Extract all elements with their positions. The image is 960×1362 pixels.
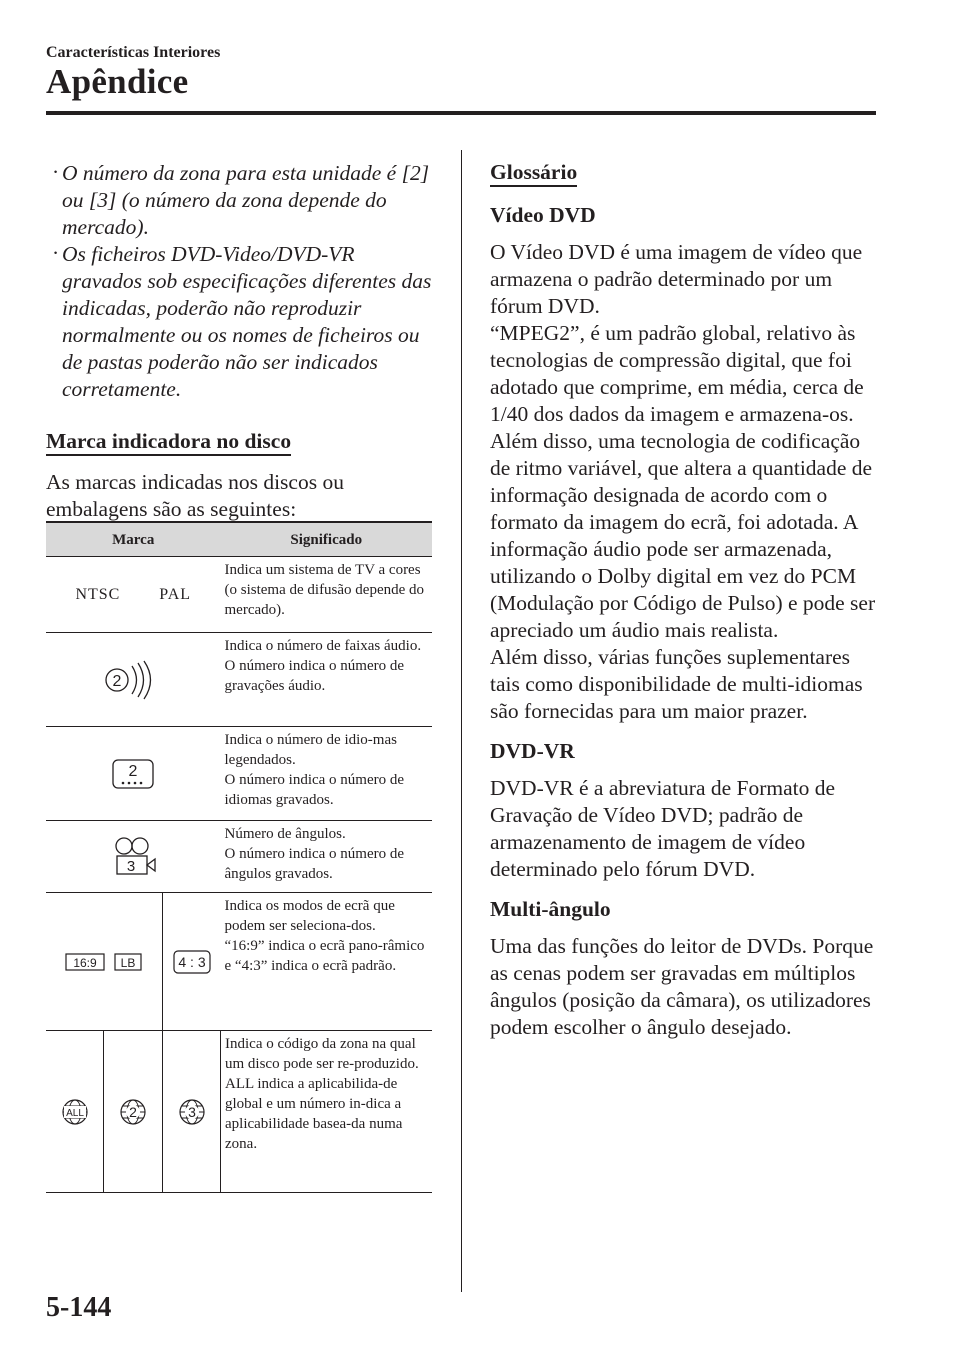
meaning-cell: Número de ângulos. O número indica o número de ângulos gravados. bbox=[221, 821, 433, 893]
term-heading: DVD-VR bbox=[490, 739, 575, 763]
marks-intro: As marcas indicadas nos discos ou embalagens são as seguintes: bbox=[46, 470, 344, 521]
left-column bbox=[46, 160, 434, 523]
meaning-cell: Indica um sistema de TV a cores (o sistema de difusão depende do mercado). bbox=[221, 557, 433, 633]
mark-cell bbox=[163, 893, 221, 1031]
table-row bbox=[46, 557, 432, 633]
table-header-row bbox=[46, 522, 432, 557]
svg-text:2: 2 bbox=[112, 672, 122, 690]
svg-text:2: 2 bbox=[129, 1103, 137, 1120]
page-number: 5-144 bbox=[46, 1292, 112, 1323]
term-definition: O Vídeo DVD é uma imagem de vídeo que armazena o padrão determinado por um fórum DVD. “MPEG2”, é um padrão global, relativo às tecnologias de compressão digital, que foi adotado que comprime, em média, cerca de 1/40 dos dados da imagem e armazena-os. Além disso, uma tecnologia de codificação de ritmo variável, que altera a quantidade de informação designada de acordo com o formato da imagem do ecrã, foi adotada. A informação áudio pode ser armazenada, utilizando o Dolby digital em vez do PCM (Modulação por Código de Pulso) e pode ser apreciado um áudio mais realista. Além disso, várias funções suplementares tais como disponibilidade de multi-idiomas são fornecidas para um maior prazer. bbox=[490, 240, 876, 723]
region-2-icon bbox=[118, 1097, 148, 1127]
mark-cell bbox=[46, 633, 221, 727]
mark-cell bbox=[104, 1031, 163, 1193]
meaning-cell: Indica os modos de ecrã que podem ser seleciona-dos. “16:9” indica o ecrã pano-râmico e “4:3” indica o ecrã padrão. bbox=[221, 893, 433, 1031]
header-rule bbox=[46, 111, 876, 115]
right-column bbox=[490, 160, 882, 1041]
svg-text:16:9: 16:9 bbox=[73, 955, 97, 970]
svg-text:ALL: ALL bbox=[65, 1107, 84, 1119]
note-item: · O número da zona para esta unidade é [2] ou [3] (o número da zona depende do mercado). bbox=[52, 160, 430, 239]
svg-text:4 : 3: 4 : 3 bbox=[178, 953, 206, 970]
term-heading: Vídeo DVD bbox=[490, 203, 596, 227]
term-heading: Multi-ângulo bbox=[490, 897, 611, 921]
notes-list bbox=[46, 160, 434, 403]
disc-marks-table bbox=[46, 521, 432, 1193]
pal-mark: PAL bbox=[159, 585, 192, 603]
header-meaning: Significado bbox=[221, 522, 433, 557]
svg-text:3: 3 bbox=[187, 1103, 196, 1120]
page-title: Apêndice bbox=[46, 62, 189, 101]
angles-icon bbox=[109, 836, 157, 878]
mark-cell bbox=[163, 1031, 221, 1193]
table-row bbox=[46, 1031, 432, 1193]
meaning-cell: Indica o número de faixas áudio. O número indica o número de gravações áudio. bbox=[221, 633, 433, 727]
region-all-icon bbox=[60, 1097, 90, 1127]
meaning-cell: Indica o código da zona na qual um disco pode ser re-produzido. ALL indica a aplicabilida-de global e um número in-dica a aplicabilidade basea-da numa zona. bbox=[221, 1031, 433, 1193]
svg-text:3: 3 bbox=[127, 857, 136, 875]
audio-tracks-icon bbox=[103, 660, 163, 700]
note-item: · Os ficheiros DVD-Video/DVD-VR gravados sob especificações diferentes das indicadas, poderão não reproduzir normalmente ou os nomes de ficheiros ou de pastas poderão não ser indicados corretamente. bbox=[52, 241, 432, 401]
standard-aspect-icon bbox=[172, 949, 212, 975]
table-row bbox=[46, 727, 432, 821]
section-label: Características Interiores bbox=[46, 44, 221, 61]
table-row bbox=[46, 633, 432, 727]
marks-heading: Marca indicadora no disco bbox=[46, 429, 291, 456]
mark-cell bbox=[46, 557, 221, 633]
column-divider bbox=[461, 150, 462, 1292]
term-definition: Uma das funções do leitor de DVDs. Porque as cenas podem ser gravadas em múltiplos ângulos (posição da câmara), os utilizadores podem escolher o ângulo desejado. bbox=[490, 934, 874, 1039]
svg-text:2: 2 bbox=[128, 762, 138, 780]
table-row bbox=[46, 821, 432, 893]
mark-cell bbox=[46, 1031, 104, 1193]
svg-text:LB: LB bbox=[120, 955, 136, 970]
mark-cell bbox=[46, 893, 163, 1031]
region-3-icon bbox=[177, 1097, 207, 1127]
meaning-cell: Indica o número de idio-mas legendados. O número indica o número de idiomas gravados. bbox=[221, 727, 433, 821]
widescreen-letterbox-icon bbox=[65, 952, 143, 972]
subtitles-icon bbox=[111, 757, 155, 791]
header-mark: Marca bbox=[46, 522, 221, 557]
term-definition: DVD-VR é a abreviatura de Formato de Gravação de Vídeo DVD; padrão de armazenamento de imagem de vídeo determinado pelo fórum DVD. bbox=[490, 776, 836, 881]
table-row bbox=[46, 893, 432, 1031]
mark-cell bbox=[46, 727, 221, 821]
ntsc-mark: NTSC bbox=[75, 585, 121, 603]
mark-cell bbox=[46, 821, 221, 893]
glossary-heading: Glossário bbox=[490, 160, 577, 187]
